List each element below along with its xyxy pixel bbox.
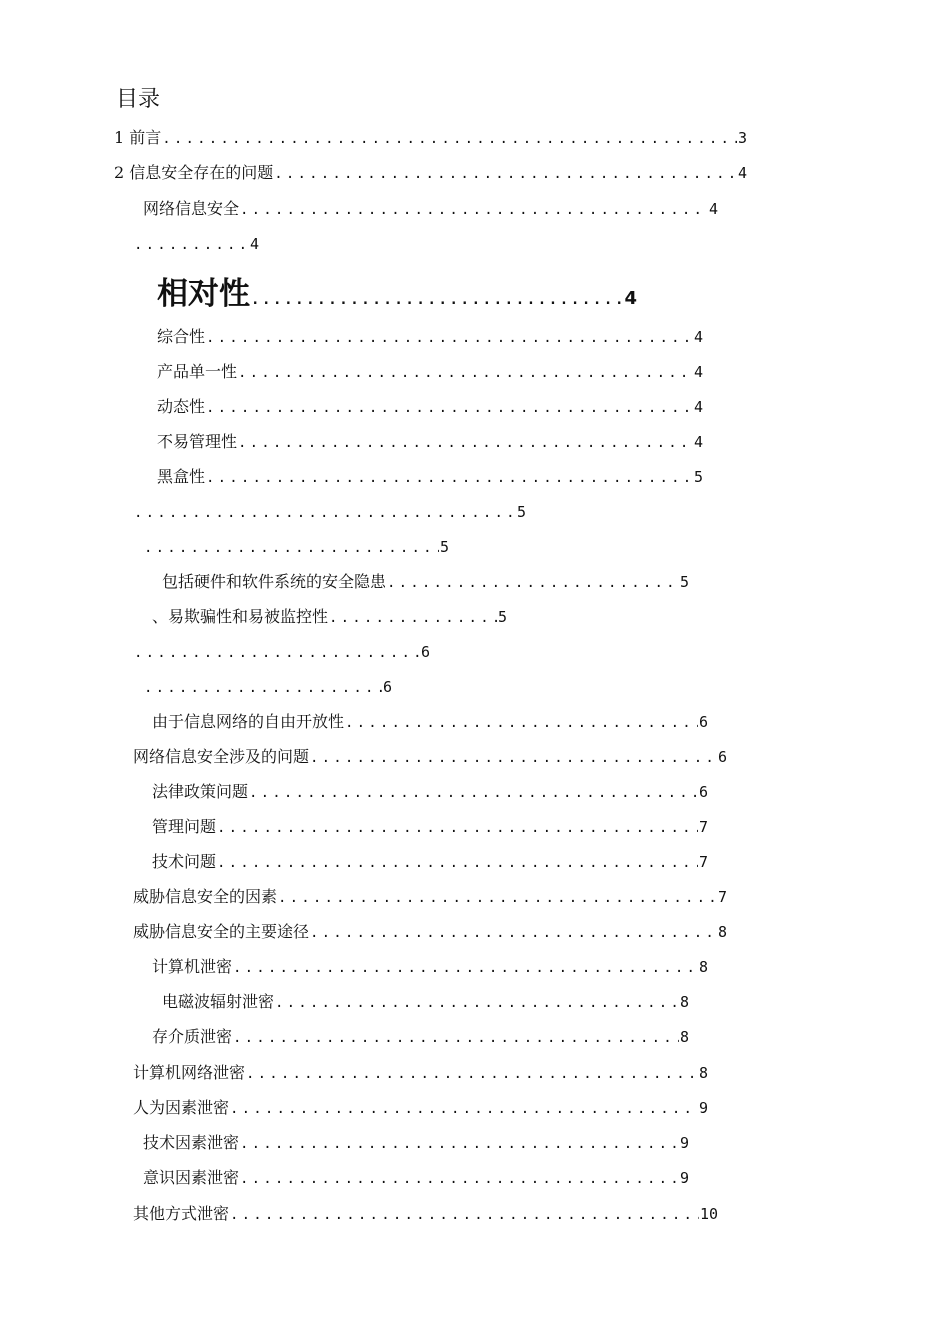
toc-entry[interactable] bbox=[157, 466, 703, 488]
dot-leader bbox=[240, 1133, 679, 1155]
toc-entry-page: 4 bbox=[249, 235, 259, 253]
toc-entry-label: 2 信息安全存在的问题 bbox=[114, 163, 274, 182]
toc-entry-label: 综合性 bbox=[157, 327, 206, 346]
toc-entry-label: 法律政策问题 bbox=[152, 782, 249, 801]
toc-entry-page: 4 bbox=[624, 288, 637, 309]
dot-leader bbox=[246, 1063, 698, 1085]
toc-entry[interactable] bbox=[143, 676, 392, 698]
toc-entry[interactable] bbox=[114, 127, 747, 149]
toc-entry-label: 威胁信息安全的主要途径 bbox=[133, 922, 310, 941]
toc-entry[interactable] bbox=[152, 711, 708, 733]
toc-entry-label: 管理问题 bbox=[152, 817, 217, 836]
toc-entry[interactable] bbox=[133, 501, 526, 523]
toc-entry-page: 7 bbox=[698, 853, 708, 871]
dot-leader bbox=[230, 1204, 699, 1226]
toc-entry-label: 存介质泄密 bbox=[152, 1027, 233, 1046]
toc-entry-page: 10 bbox=[699, 1205, 718, 1223]
toc-entry-page: 5 bbox=[679, 573, 689, 591]
toc-entry-page: 4 bbox=[693, 328, 703, 346]
toc-entry-label: 其他方式泄密 bbox=[133, 1204, 230, 1223]
toc-title: 目录 bbox=[116, 87, 161, 112]
toc-entry-page: 4 bbox=[693, 433, 703, 451]
toc-entry[interactable] bbox=[152, 816, 708, 838]
toc-entry[interactable] bbox=[157, 361, 703, 383]
toc-entry[interactable] bbox=[133, 1062, 708, 1084]
dot-leader bbox=[134, 642, 420, 664]
toc-entry-label: 由于信息网络的自由开放性 bbox=[152, 712, 345, 731]
toc-entry[interactable] bbox=[157, 431, 703, 453]
dot-leader bbox=[134, 502, 516, 524]
toc-entry-label: 包括硬件和软件系统的安全隐患 bbox=[162, 572, 387, 591]
toc-entry-label: 、易欺骗性和易被监控性 bbox=[152, 607, 329, 626]
toc-entry[interactable] bbox=[157, 326, 703, 348]
toc-entry-page: 8 bbox=[679, 1028, 689, 1046]
toc-entry-page: 6 bbox=[717, 748, 727, 766]
toc-entry-page: 8 bbox=[698, 1064, 708, 1082]
toc-entry-label: 1 前言 bbox=[114, 128, 162, 147]
dot-leader bbox=[329, 607, 497, 629]
toc-entry-page: 5 bbox=[693, 468, 703, 486]
dot-leader bbox=[238, 432, 693, 454]
toc-entry[interactable] bbox=[143, 198, 718, 220]
toc-entry[interactable] bbox=[152, 606, 507, 628]
toc-entry-page: 5 bbox=[516, 503, 526, 521]
dot-leader bbox=[230, 1098, 698, 1120]
toc-entry-page: 8 bbox=[679, 993, 689, 1011]
dot-leader bbox=[144, 537, 439, 559]
dot-leader bbox=[238, 362, 693, 384]
toc-entry[interactable] bbox=[152, 956, 708, 978]
toc-entry-page: 6 bbox=[698, 783, 708, 801]
toc-entry-label: 产品单一性 bbox=[157, 362, 238, 381]
toc-entry-label: 不易管理性 bbox=[157, 432, 238, 451]
toc-entry-label: 技术问题 bbox=[152, 852, 217, 871]
toc-entry[interactable] bbox=[162, 571, 689, 593]
toc-entry-page: 4 bbox=[737, 164, 747, 182]
toc-entry-label: 技术因素泄密 bbox=[143, 1133, 240, 1152]
dot-leader bbox=[345, 712, 698, 734]
toc-entry[interactable] bbox=[133, 641, 430, 663]
toc-entry[interactable] bbox=[143, 536, 449, 558]
toc-entry-label: 网络信息安全 bbox=[143, 199, 240, 218]
toc-entry-label: 电磁波辐射泄密 bbox=[162, 992, 275, 1011]
toc-entry[interactable] bbox=[152, 781, 708, 803]
toc-entry-label: 动态性 bbox=[157, 397, 206, 416]
dot-leader bbox=[275, 992, 679, 1014]
toc-entry-label: 计算机泄密 bbox=[152, 957, 233, 976]
dot-leader bbox=[206, 327, 693, 349]
toc-entry[interactable] bbox=[143, 1132, 689, 1154]
toc-entry-page: 3 bbox=[737, 129, 747, 147]
toc-entry-page: 8 bbox=[698, 958, 708, 976]
toc-entry[interactable] bbox=[133, 1097, 708, 1119]
toc-entry-page: 7 bbox=[717, 888, 727, 906]
toc-entry[interactable] bbox=[152, 1026, 689, 1048]
dot-leader bbox=[233, 1027, 679, 1049]
toc-entry-page: 8 bbox=[717, 923, 727, 941]
toc-entry-page: 5 bbox=[439, 538, 449, 556]
dot-leader bbox=[144, 677, 382, 699]
toc-entry-page: 9 bbox=[679, 1134, 689, 1152]
dot-leader bbox=[162, 128, 737, 150]
dot-leader bbox=[206, 397, 693, 419]
toc-entry-label: 意识因素泄密 bbox=[143, 1168, 240, 1187]
toc-entry[interactable] bbox=[157, 396, 703, 418]
toc-entry-page: 4 bbox=[708, 200, 718, 218]
toc-entry-label: 计算机网络泄密 bbox=[133, 1063, 246, 1082]
toc-entry-label: 人为因素泄密 bbox=[133, 1098, 230, 1117]
toc-entry-page: 6 bbox=[382, 678, 392, 696]
dot-leader bbox=[240, 199, 708, 221]
toc-entry[interactable] bbox=[157, 274, 637, 314]
toc-entry-label: 黑盒性 bbox=[157, 467, 206, 486]
toc-entry[interactable] bbox=[114, 162, 747, 184]
dot-leader bbox=[310, 747, 717, 769]
dot-leader bbox=[240, 1168, 679, 1190]
toc-entry[interactable] bbox=[162, 991, 689, 1013]
toc-entry-page: 6 bbox=[420, 643, 430, 661]
dot-leader bbox=[278, 887, 717, 909]
dot-leader bbox=[233, 957, 698, 979]
dot-leader bbox=[206, 467, 693, 489]
dot-leader bbox=[274, 163, 737, 185]
toc-entry-page: 9 bbox=[679, 1169, 689, 1187]
toc-entry-page: 4 bbox=[693, 398, 703, 416]
dot-leader bbox=[134, 234, 249, 256]
toc-entry-label: 威胁信息安全的因素 bbox=[133, 887, 278, 906]
toc-entry-label: 相对性 bbox=[157, 276, 250, 312]
toc-entry[interactable] bbox=[133, 921, 727, 943]
dot-leader bbox=[251, 280, 623, 320]
toc-entry[interactable] bbox=[152, 851, 708, 873]
toc-entry[interactable] bbox=[133, 886, 727, 908]
toc-entry-page: 5 bbox=[497, 608, 507, 626]
toc-entry[interactable] bbox=[133, 233, 259, 255]
toc-entry-label: 网络信息安全涉及的问题 bbox=[133, 747, 310, 766]
dot-leader bbox=[217, 852, 698, 874]
toc-entry[interactable] bbox=[133, 1203, 718, 1225]
toc-entry[interactable] bbox=[133, 746, 727, 768]
toc-entry-page: 4 bbox=[693, 363, 703, 381]
toc-entry-page: 6 bbox=[698, 713, 708, 731]
dot-leader bbox=[217, 817, 698, 839]
toc-entry[interactable] bbox=[143, 1167, 689, 1189]
toc-entry-page: 9 bbox=[698, 1099, 708, 1117]
dot-leader bbox=[387, 572, 679, 594]
toc-entry-page: 7 bbox=[698, 818, 708, 836]
dot-leader bbox=[310, 922, 717, 944]
dot-leader bbox=[249, 782, 698, 804]
